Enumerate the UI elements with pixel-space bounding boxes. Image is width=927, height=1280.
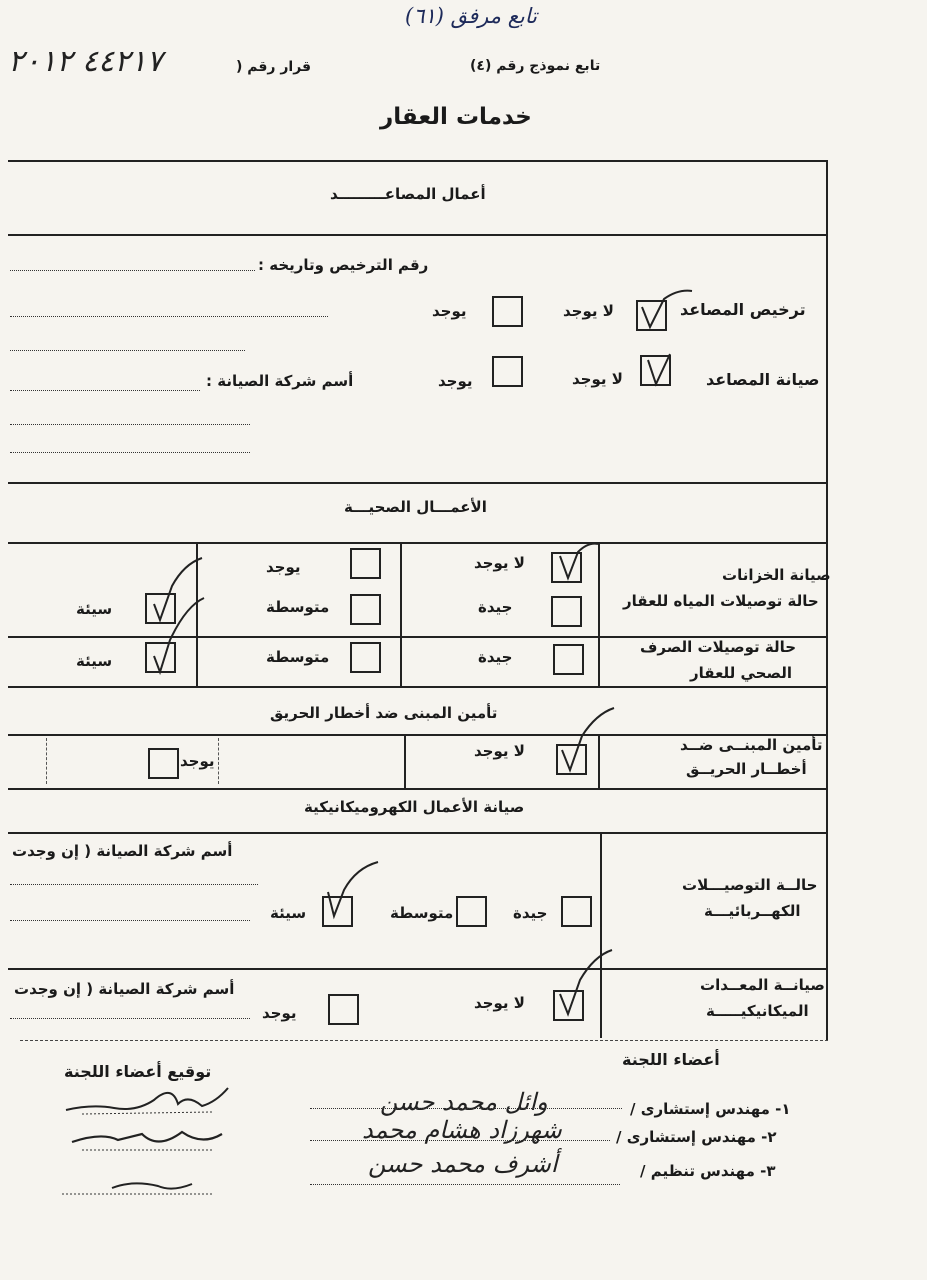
signature-line (310, 1140, 610, 1141)
equip-exist-label: يوجد (262, 1004, 297, 1022)
signature-line (310, 1108, 622, 1109)
committee-signatures-heading: توقيع أعضاء اللجنة (64, 1062, 212, 1081)
signature-line (310, 1184, 620, 1185)
sanitary-heading: الأعمـــال الصحيـــة (344, 498, 487, 516)
divider (8, 832, 828, 834)
page-title: خدمات العقار (380, 104, 532, 130)
blank-line (10, 316, 328, 317)
electrical-label-1: حالــة التوصيـــلات (682, 876, 818, 894)
electrical-label-2: الكهــربائيـــة (704, 902, 801, 920)
member-2-name: شهرزاد هشام محمد (362, 1116, 562, 1144)
blank-line (10, 452, 250, 453)
blank-line (10, 884, 258, 885)
drain-medium-label: متوسطة (266, 648, 330, 666)
water-good-label: جيدة (478, 598, 513, 616)
decision-number: ٤٤٢١٧ ٢٠١٢ (8, 44, 163, 79)
fire-insurance-label-2: أخطــار الحريــق (686, 760, 807, 778)
electromech-heading: صيانة الأعمال الكهروميكانيكية (304, 798, 525, 816)
license-exist-checkbox[interactable] (492, 296, 523, 327)
check-mark-icon (146, 596, 206, 676)
maintenance-company-label: أسم شركة الصيانة : (206, 372, 354, 390)
fire-not-exist-label: لا يوجد (474, 742, 525, 760)
divider-dashed (218, 738, 219, 784)
form-reference: تابع نموذج رقم (٤) (470, 58, 601, 74)
elec-bad-label: سيئة (270, 904, 307, 922)
blank-line (10, 1018, 250, 1019)
blank-line (10, 424, 250, 425)
elec-good-label: جيدة (513, 904, 548, 922)
member-1-name: وائل محمد حسن (380, 1088, 548, 1116)
elevator-maintenance-label: صيانة المصاعد (706, 370, 820, 389)
divider (8, 968, 828, 970)
maint-not-exist-label: لا يوجد (572, 370, 623, 388)
license-exist-label: يوجد (432, 302, 467, 320)
divider (8, 788, 828, 790)
check-mark-icon (640, 350, 680, 390)
divider (8, 542, 828, 544)
license-number-label: رقم الترخيص وتاريخه : (258, 256, 429, 274)
divider (8, 234, 828, 236)
electromech-company-label-2: أسم شركة الصيانة ( إن وجدت (14, 980, 235, 998)
signature-2 (62, 1120, 232, 1160)
member-1-title: ١- مهندس إستشارى / (630, 1100, 791, 1118)
water-connections-label: حالة توصيلات المياه للعقار (623, 592, 819, 610)
blank-line (10, 920, 250, 921)
signature-1 (62, 1082, 232, 1122)
drain-good-label: جيدة (478, 648, 513, 666)
water-good-checkbox[interactable] (551, 596, 582, 627)
elevator-license-label: ترخيص المصاعد (680, 300, 806, 319)
water-medium-checkbox[interactable] (350, 594, 381, 625)
divider (8, 482, 828, 484)
committee-members-heading: أعضاء اللجنة (622, 1050, 720, 1069)
equipment-label-1: صيانــة المعــدات (700, 976, 825, 994)
blank-line (10, 350, 245, 351)
divider (8, 686, 828, 688)
fire-exist-checkbox[interactable] (148, 748, 179, 779)
divider (20, 1040, 828, 1041)
equip-not-exist-label: لا يوجد (474, 994, 525, 1012)
tanks-maintenance-label: صيانة الخزانات (722, 566, 831, 584)
blank-line (10, 390, 200, 391)
divider-dashed (46, 738, 47, 784)
tanks-exist-label: يوجد (266, 558, 301, 576)
water-bad-label: سيئة (76, 600, 113, 618)
frame-right (826, 160, 828, 1040)
drain-connections-label-1: حالة توصيلات الصرف (640, 638, 797, 656)
fire-insurance-label-1: تأمين المبنــى ضــد (680, 736, 823, 754)
member-2-title: ٢- مهندس إستشارى / (616, 1128, 777, 1146)
equip-exist-checkbox[interactable] (328, 994, 359, 1025)
top-note: تابع مرفق (٦١) (405, 4, 537, 28)
maint-exist-label: يوجد (438, 372, 473, 390)
divider-vertical (400, 542, 402, 686)
elec-good-checkbox[interactable] (561, 896, 592, 927)
equipment-label-2: الميكانيكيـــــة (706, 1002, 809, 1020)
signature-3 (62, 1172, 232, 1202)
water-medium-label: متوسطة (266, 598, 330, 616)
check-mark-icon (636, 285, 696, 335)
fire-exist-label: يوجد (180, 752, 215, 770)
decision-label: قرار رقم ( (236, 59, 312, 75)
maint-exist-checkbox[interactable] (492, 356, 523, 387)
check-mark-icon (552, 540, 602, 585)
elec-medium-label: متوسطة (390, 904, 454, 922)
drain-bad-label: سيئة (76, 652, 113, 670)
elec-medium-checkbox[interactable] (456, 896, 487, 927)
tanks-not-exist-label: لا يوجد (474, 554, 525, 572)
license-number-line (10, 270, 255, 271)
elevators-heading: أعمال المصاعـــــــــد (330, 185, 486, 203)
drain-connections-label-2: الصحي للعقار (690, 664, 793, 682)
divider-vertical (404, 734, 406, 788)
fire-heading: تأمين المبنى ضد أخطار الحريق (270, 704, 498, 722)
check-mark-icon (554, 948, 614, 1018)
drain-good-checkbox[interactable] (553, 644, 584, 675)
electromech-company-label-1: أسم شركة الصيانة ( إن وجدت (12, 842, 233, 860)
license-not-exist-label: لا يوجد (563, 302, 614, 320)
member-3-name: أشرف محمد حسن (368, 1150, 558, 1178)
member-3-title: ٣- مهندس تنظيم / (640, 1162, 776, 1180)
tanks-exist-checkbox[interactable] (350, 548, 381, 579)
drain-medium-checkbox[interactable] (350, 642, 381, 673)
frame-top (8, 160, 828, 162)
check-mark-icon (556, 706, 616, 776)
check-mark-icon (322, 860, 382, 920)
